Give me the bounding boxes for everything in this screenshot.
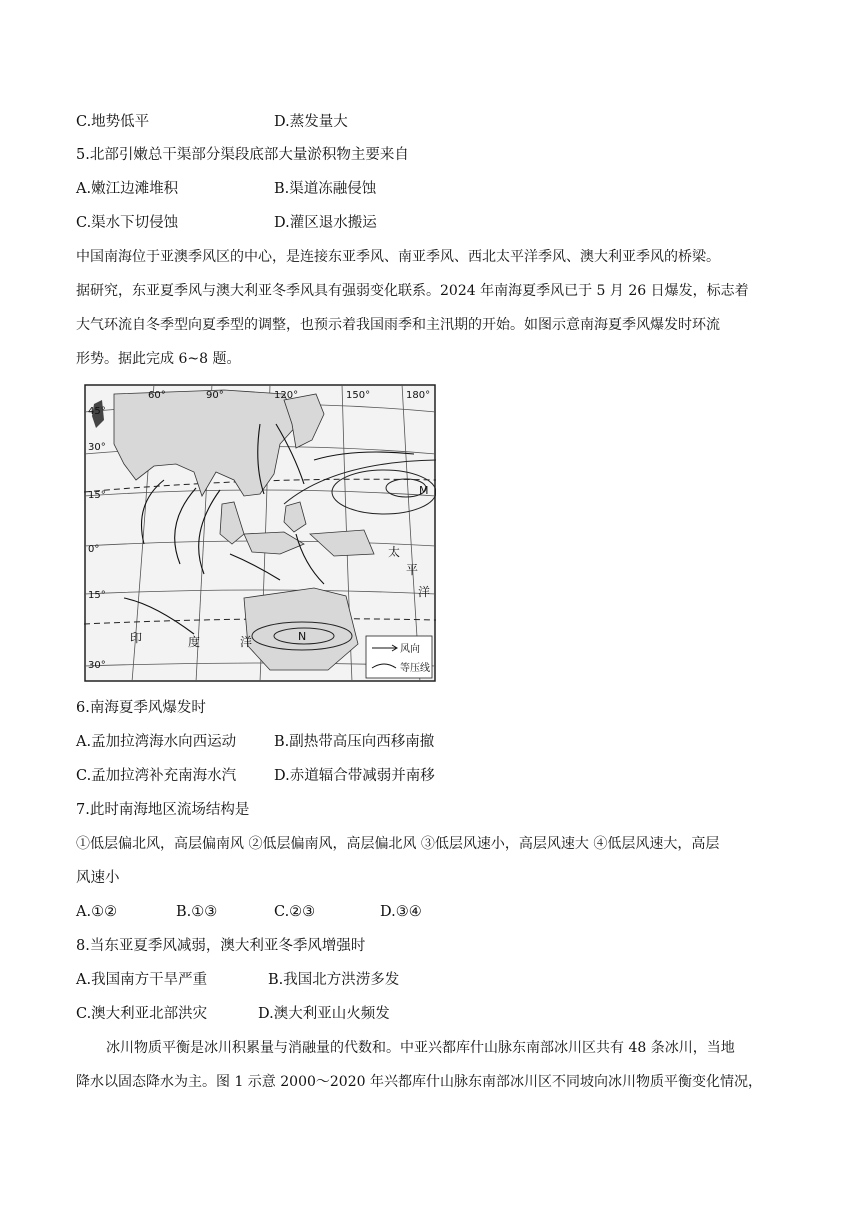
map-ocean-label: 平 <box>406 563 419 577</box>
map-lon-label: 150° <box>346 390 371 401</box>
q6-option-b: B.副热带高压向西移南撤 <box>274 734 435 750</box>
q5-option-c: C.渠水下切侵蚀 <box>76 215 179 231</box>
passage1-line1: 中国南海位于亚澳季风区的中心，是连接东亚季风、南亚季风、西北太平洋季风、澳大利亚季风的桥梁。 <box>76 249 720 265</box>
map-lat-label: 30° <box>88 442 106 453</box>
map-lon-label: 90° <box>206 390 224 401</box>
q7-items-line1: ①低层偏北风，高层偏南风 ②低层偏南风，高层偏北风 ③低层风速小，高层风速大 ④低层风速大，高层 <box>76 836 720 852</box>
map-lon-label: 120° <box>274 390 299 401</box>
passage2-line1: 冰川物质平衡是冰川积累量与消融量的代数和。中亚兴都库什山脉东南部冰川区共有 48 条冰川，当地 <box>106 1040 735 1056</box>
map-lat-label: 0° <box>88 544 100 555</box>
q4-option-d: D.蒸发量大 <box>274 114 348 130</box>
q7-stem: 7.此时南海地区流场结构是 <box>76 802 250 818</box>
q7-option-c: C.②③ <box>274 904 316 920</box>
q7-items-line2: 风速小 <box>76 870 120 886</box>
q6-option-a: A.孟加拉湾海水向西运动 <box>76 734 237 750</box>
q6-option-c: C.孟加拉湾补充南海水汽 <box>76 768 237 784</box>
q7-option-d: D.③④ <box>380 904 422 920</box>
q5-stem: 5.北部引嫩总干渠部分渠段底部大量淤积物主要来自 <box>76 147 409 163</box>
q8-option-b: B.我国北方洪涝多发 <box>268 972 400 988</box>
legend-wind-label: 风向 <box>400 644 420 655</box>
map-lat-label: 30° <box>88 660 106 671</box>
q7-option-b: B.①③ <box>176 904 218 920</box>
q6-stem: 6.南海夏季风爆发时 <box>76 700 206 716</box>
map-ocean-label: 度 <box>188 635 201 649</box>
legend-isobar-label: 等压线 <box>400 663 430 674</box>
q4-option-c: C.地势低平 <box>76 114 150 130</box>
map-ocean-label: 印 <box>130 631 143 645</box>
map-lon-label: 180° <box>406 390 431 401</box>
passage2-line2: 降水以固态降水为主。图 1 示意 2000～2020 年兴都库什山脉东南部冰川区不同坡向冰川物质平衡变化情况， <box>76 1074 762 1090</box>
map-lat-label: 45° <box>88 406 106 417</box>
q8-option-d: D.澳大利亚山火频发 <box>258 1006 390 1022</box>
map-pressure-n: N <box>298 630 307 643</box>
map-pressure-m: M <box>419 484 429 497</box>
q6-option-d: D.赤道辐合带减弱并南移 <box>274 768 435 784</box>
map-ocean-label: 洋 <box>240 635 253 649</box>
q8-option-c: C.澳大利亚北部洪灾 <box>76 1006 208 1022</box>
passage1-line3: 大气环流自冬季型向夏季型的调整，也预示着我国雨季和主汛期的开始。如图示意南海夏季风爆发时环流 <box>76 317 720 333</box>
q7-option-a: A.①② <box>76 904 118 920</box>
monsoon-circulation-map <box>84 384 436 682</box>
passage1-line4: 形势。据此完成 6~8 题。 <box>76 351 241 367</box>
map-lon-label: 60° <box>148 390 166 401</box>
q5-option-a: A.嫩江边滩堆积 <box>76 181 179 197</box>
q8-option-a: A.我国南方干旱严重 <box>76 972 208 988</box>
map-ocean-label: 洋 <box>418 585 431 599</box>
map-ocean-label: 太 <box>388 545 401 559</box>
q8-stem: 8.当东亚夏季风减弱，澳大利亚冬季风增强时 <box>76 938 366 954</box>
passage1-line2: 据研究，东亚夏季风与澳大利亚冬季风具有强弱变化联系。2024 年南海夏季风已于 5 月 26 日爆发，标志着 <box>76 283 749 299</box>
map-lat-label: 15° <box>88 490 106 501</box>
map-lat-label: 15° <box>88 590 106 601</box>
q5-option-b: B.渠道冻融侵蚀 <box>274 181 377 197</box>
q5-option-d: D.灌区退水搬运 <box>274 215 377 231</box>
